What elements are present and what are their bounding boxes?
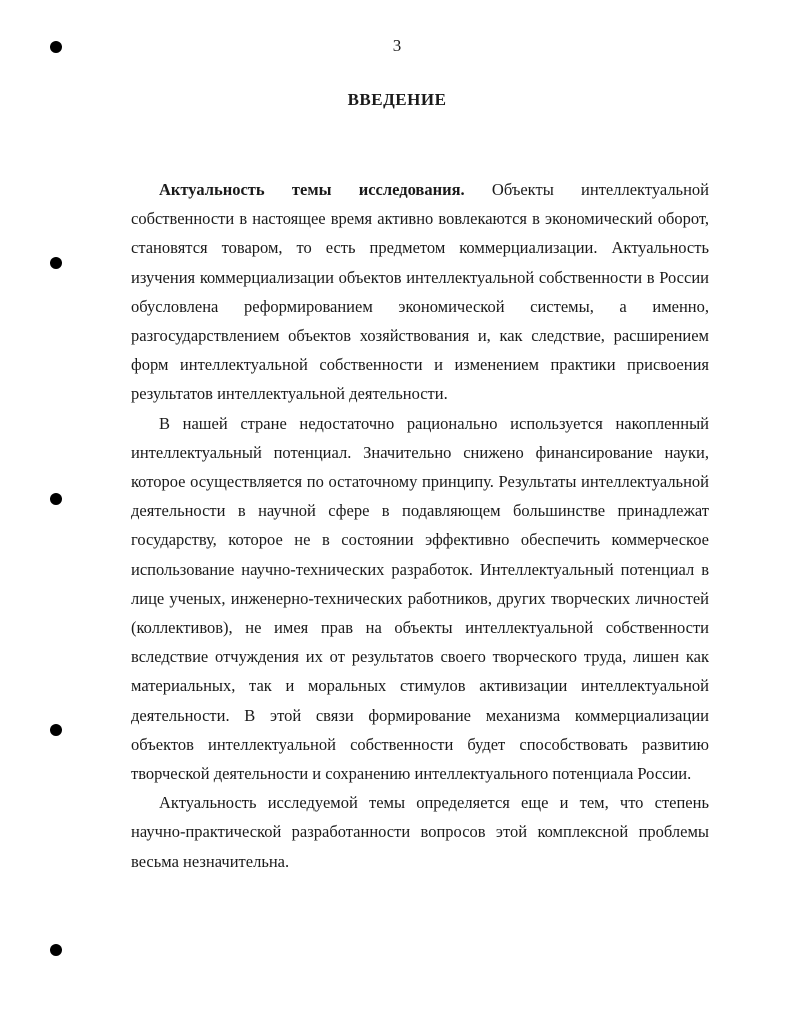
paragraph-text: Актуальность исследуемой темы определяется еще и тем, что степень научно-практической разработанности вопросов этой комплексной проблемы весьма незначительна. (131, 793, 709, 871)
binder-hole-mark (50, 944, 62, 956)
paragraph-text: Объекты интеллектуальной собственности в настоящее время активно вовлекаются в экономический оборот, становятся товаром, то есть предметом коммерциализации. Актуальность изучения коммерциализации объектов интеллектуальной собственности в России обусловлена реформированием экономической системы, а именно, разгосударствлением объектов хозяйствования и, как следствие, расширением форм интеллектуальной собственности и изменением практики присвоения результатов интеллектуальной деятельности. (131, 180, 709, 404)
paragraph-potential (131, 409, 709, 789)
binder-hole-mark (50, 257, 62, 269)
body-text (131, 175, 709, 876)
paragraph-relevance (131, 175, 709, 409)
binder-hole-mark (50, 493, 62, 505)
section-title: ВВЕДЕНИЕ (347, 90, 447, 109)
binder-hole-mark (50, 724, 62, 736)
page-number: 3 (392, 36, 402, 55)
paragraph-text: В нашей стране недостаточно рационально используется накопленный интеллектуальный потенциал. Значительно снижено финансирование науки, которое осуществляется по остаточному принципу. Результаты интеллектуальной деятельности в научной сфере в подавляющем большинстве принадлежат государству, которое не в состоянии эффективно обеспечить коммерческое использование научно-технических разработок. Интеллектуальный потенциал в лице ученых, инженерно-технических работников, других творческих личностей (коллективов), не имея прав на объекты интеллектуальной собственности вследствие отчуждения их от результатов своего творческого труда, лишен как материальных, так и моральных стимулов активизации интеллектуальной деятельности. В этой связи формирование механизма коммерциализации объектов интеллектуальной собственности будет способствовать развитию творческой деятельности и сохранению интеллектуального потенциала России. (131, 413, 709, 784)
paragraph-lead: Актуальность темы исследования. (159, 180, 465, 199)
paragraph-development (131, 788, 709, 876)
